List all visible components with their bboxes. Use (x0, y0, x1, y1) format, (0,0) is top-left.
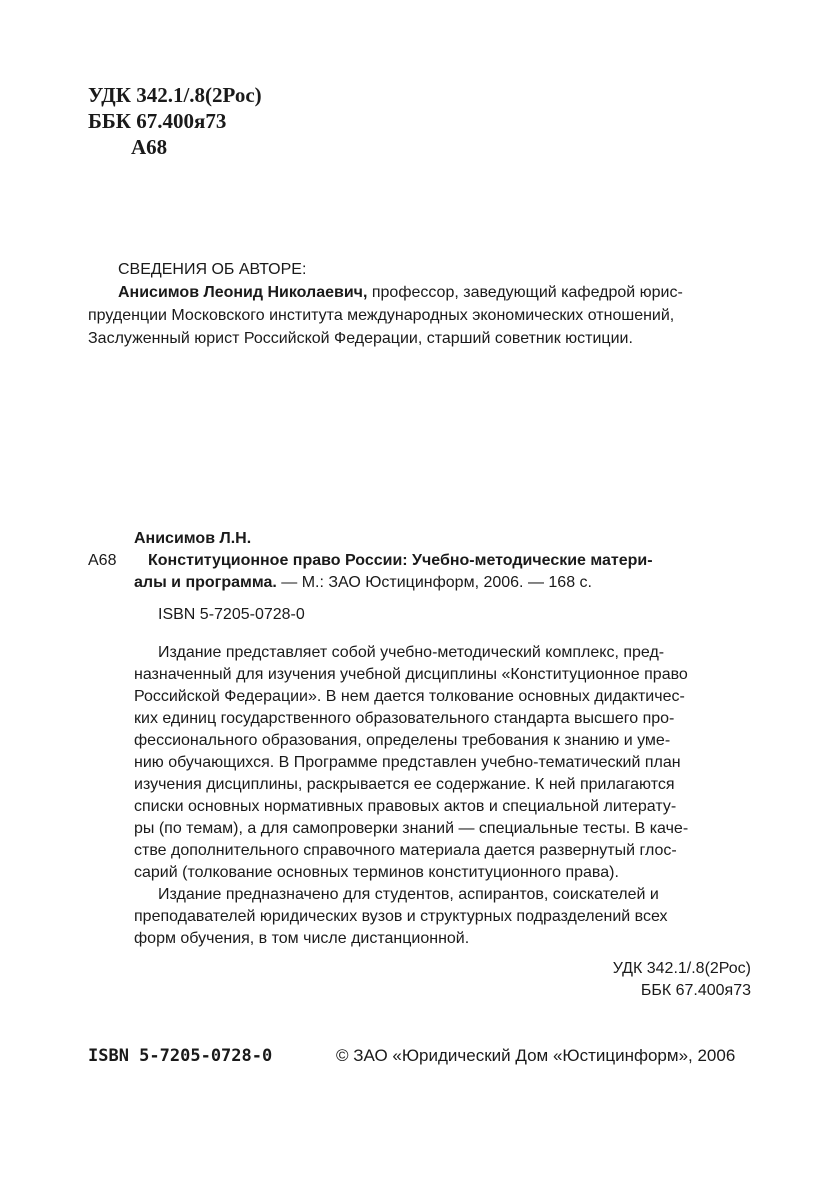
abstract-line: Издание представляет собой учебно-методический комплекс, пред- (158, 644, 665, 661)
abstract-line: изучения дисциплины, раскрывается ее содержание. К ней прилагаются (134, 776, 675, 793)
card-udk: УДК 342.1/.8(2Рос) (612, 960, 751, 977)
author-line-2: пруденции Московского института международных экономических отношений, (88, 307, 675, 324)
classification-block (88, 82, 262, 160)
card-title-cont: алы и программа. (134, 574, 277, 591)
abstract-line: сарий (толкование основных терминов конституционного права). (134, 864, 619, 881)
card-code: А68 (88, 552, 117, 569)
abstract-line: фессионального образования, определены требования к знанию и уме- (134, 732, 671, 749)
card-author: Анисимов Л.Н. (134, 530, 252, 547)
author-info (88, 258, 734, 350)
bbk-code: ББК 67.400я73 (88, 109, 227, 133)
audience-line: преподавателей юридических вузов и структурных подразделений всех (134, 908, 668, 925)
udk-code: УДК 342.1/.8(2Рос) (88, 83, 262, 107)
abstract-line: стве дополнительного справочного материала дается развернутый глос- (134, 842, 677, 859)
abstract-line: ры (по темам), а для самопроверки знаний — специальные тесты. В каче- (134, 820, 689, 837)
card-classification (88, 958, 751, 1002)
card-isbn: ISBN 5-7205-0728-0 (158, 606, 305, 623)
abstract-line: списки основных нормативных правовых актов и специальной литерату- (134, 798, 677, 815)
abstract-line: ких единиц государственного образовательного стандарта высшего про- (134, 710, 675, 727)
author-mark: А68 (131, 135, 168, 159)
abstract (88, 642, 734, 950)
abstract-line: назначенный для изучения учебной дисциплины «Конституционное право (134, 666, 688, 683)
card-bbk: ББК 67.400я73 (640, 982, 751, 999)
author-line-1 (88, 281, 734, 304)
card-title-line-1 (88, 550, 734, 572)
catalog-card (88, 528, 751, 1002)
card-title: Конституционное право России: Учебно-методические матери- (148, 552, 653, 569)
footer-isbn: ISBN 5-7205-0728-0 (88, 1046, 273, 1066)
author-line-3: Заслуженный юрист Российской Федерации, старший советник юстиции. (88, 330, 633, 347)
copyright: © ЗАО «Юридический Дом «Юстицинформ», 2006 (336, 1046, 736, 1065)
audience-line: Издание предназначено для студентов, аспирантов, соискателей и (158, 886, 659, 903)
audience-line: форм обучения, в том числе дистанционной. (134, 930, 470, 947)
abstract-line: Российской Федерации». В нем дается толкование основных дидактичес- (134, 688, 685, 705)
author-name: Анисимов Леонид Николаевич, (118, 284, 368, 301)
card-title-line-2 (88, 572, 734, 594)
author-heading: СВЕДЕНИЯ ОБ АВТОРЕ: (118, 261, 307, 278)
card-imprint: — М.: ЗАО Юстицинформ, 2006. — 168 с. (276, 574, 592, 591)
abstract-line: нию обучающихся. В Программе представлен учебно-тематический план (134, 754, 681, 771)
author-desc-1: профессор, заведующий кафедрой юрис- (367, 284, 683, 301)
